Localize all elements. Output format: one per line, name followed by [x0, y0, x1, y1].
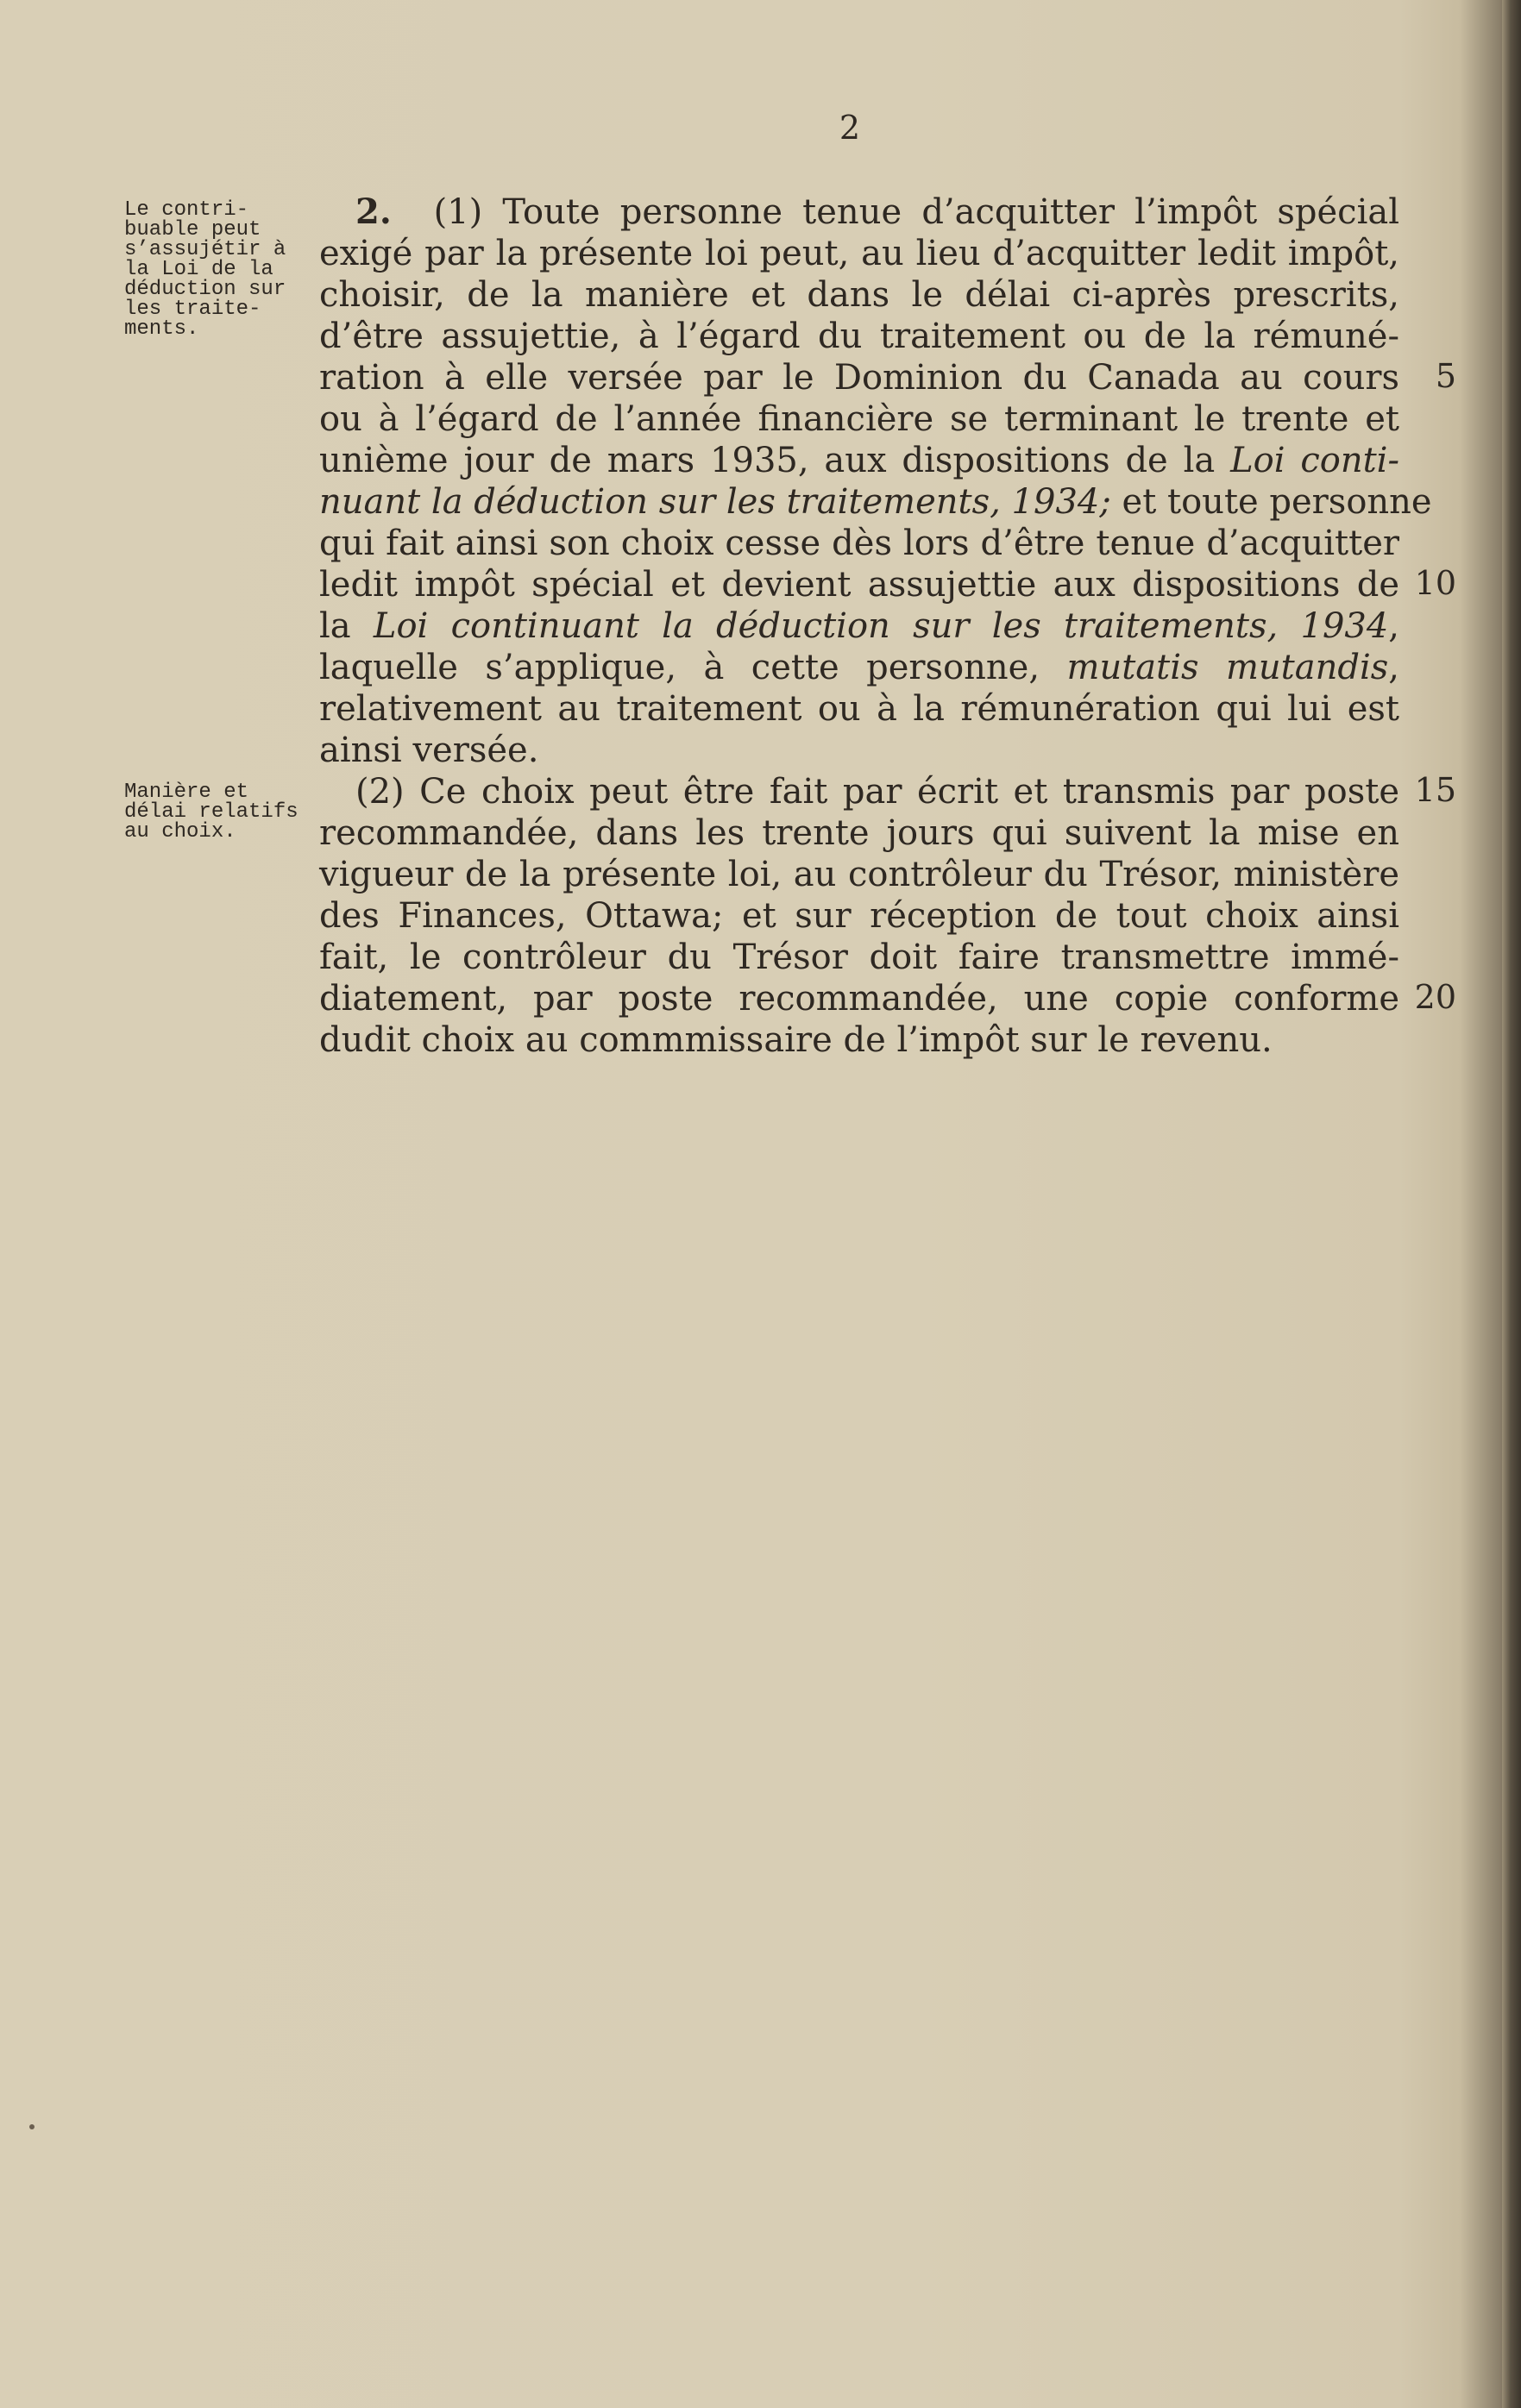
- italic-text: Loi continuant la déduction sur les traitements, 1934: [373, 606, 1389, 646]
- text-run: laquelle s’applique, à cette personne,: [319, 648, 1067, 687]
- line-number: 20: [1414, 978, 1456, 1016]
- italic-text: Loi conti-: [1230, 441, 1399, 480]
- text-run: d’être assujettie, à l’égard du traitement ou de la rémuné-: [319, 317, 1399, 356]
- text-line: [319, 647, 1399, 688]
- text-run: et toute personne: [1110, 482, 1432, 522]
- text-run: exigé par la présente loi peut, au lieu d’acquitter ledit impôt,: [319, 234, 1399, 273]
- text-run: choisir, de la manière et dans le délai ci-après prescrits,: [319, 275, 1399, 315]
- italic-text: nuant la déduction sur les traitements, 1934;: [319, 482, 1111, 522]
- text-line: [319, 274, 1399, 316]
- text-run: ou à l’égard de l’année financière se terminant le trente et: [319, 399, 1399, 439]
- text-line: [319, 812, 1399, 854]
- italic-text: mutatis mutandis: [1066, 648, 1389, 687]
- text-line: [319, 523, 1399, 564]
- text-line: [319, 316, 1399, 357]
- text-run: des Finances, Ottawa; et sur réception de tout choix ainsi: [319, 896, 1399, 936]
- text-line: [319, 398, 1399, 440]
- text-run: (2) Ce choix peut être fait par écrit et transmis par poste: [355, 772, 1399, 812]
- text-line: [319, 564, 1399, 605]
- text-run: ,: [1388, 606, 1400, 646]
- text-run: fait, le contrôleur du Trésor doit faire transmettre immé-: [319, 937, 1399, 977]
- section-body: [319, 191, 1432, 1061]
- line-number: 10: [1414, 564, 1456, 602]
- text-run: unième jour de mars 1935, aux dispositions de la: [319, 441, 1231, 480]
- text-run: recommandée, dans les trente jours qui suivent la mise en: [319, 813, 1399, 853]
- text-run: (1) Toute personne tenue d’acquitter l’impôt spécial: [433, 192, 1400, 232]
- text-line: [319, 688, 1399, 730]
- text-line: [319, 895, 1399, 937]
- text-run: la: [319, 606, 374, 646]
- text-line: [319, 233, 1399, 274]
- text-run: diatement, par poste recommandée, une copie conforme: [319, 979, 1399, 1019]
- text-line: [319, 440, 1399, 481]
- text-line: [319, 978, 1399, 1019]
- text-line: [319, 854, 1399, 895]
- text-run: ration à elle versée par le Dominion du Canada au cours: [319, 358, 1399, 398]
- text-line: [319, 357, 1399, 398]
- text-line: [319, 481, 1432, 523]
- page-number: 2: [839, 109, 861, 147]
- section-number: 2.: [355, 191, 434, 232]
- book-gutter-edge: [1502, 0, 1521, 2408]
- text-line: [319, 730, 1399, 771]
- text-line: [319, 1019, 1399, 1061]
- text-run: ainsi versée.: [319, 731, 539, 770]
- text-line: [319, 605, 1399, 647]
- text-run: dudit choix au commmissaire de l’impôt sur le revenu.: [319, 1020, 1273, 1060]
- text-line: [319, 191, 1399, 233]
- text-run: relativement au traitement ou à la rémunération qui lui est: [319, 689, 1399, 729]
- line-number: 5: [1435, 357, 1456, 395]
- margin-note-taxpayer-election: Le contri- buable peut s’assujétir à la Loi de la déduction sur les traite- ments.: [124, 198, 286, 341]
- line-number: 15: [1414, 771, 1456, 809]
- text-run: qui fait ainsi son choix cesse dès lors d’être tenue d’acquitter: [319, 524, 1399, 563]
- text-line: [319, 771, 1399, 812]
- text-run: vigueur de la présente loi, au contrôleur du Trésor, ministère: [319, 855, 1399, 894]
- text-run: ledit impôt spécial et devient assujettie aux dispositions de: [319, 565, 1399, 605]
- text-run: ,: [1388, 648, 1399, 687]
- text-line: [319, 937, 1399, 978]
- margin-note-manner-and-delay: Manière et délai relatifs au choix.: [124, 781, 299, 843]
- paper-speck: [29, 2124, 35, 2129]
